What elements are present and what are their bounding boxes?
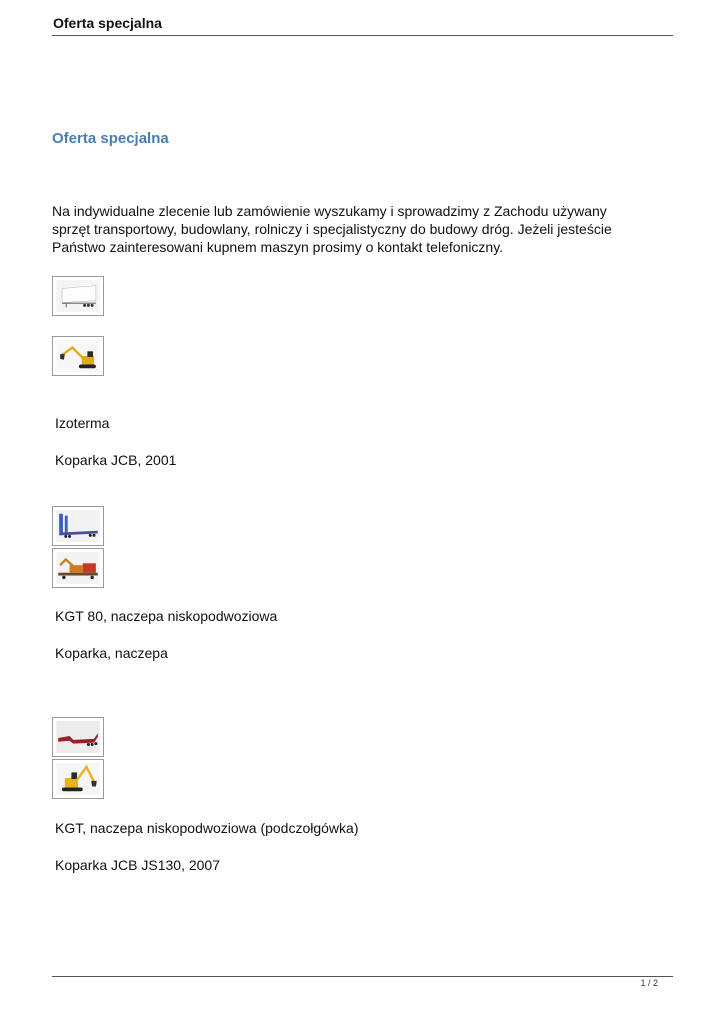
thumbnail-red-lowbed-trailer[interactable] <box>52 717 104 757</box>
intro-line: sprzęt transportowy, budowlany, rolniczy i specjalistyczny do budowy dróg. Jeżeli jesteście <box>52 221 612 237</box>
excavator-on-trailer-icon <box>56 552 100 584</box>
page-number: 1 / 2 <box>640 978 658 988</box>
thumbnail-lowbed-trailer[interactable] <box>52 506 104 546</box>
document-header-title: Oferta specjalna <box>53 15 162 31</box>
thumbnail-yellow-excavator[interactable] <box>52 759 104 799</box>
thumbnail-refrigerated-trailer[interactable] <box>52 276 104 316</box>
thumbnail-excavator-on-trailer[interactable] <box>52 548 104 588</box>
intro-paragraph <box>52 202 652 256</box>
intro-line: Na indywidualne zlecenie lub zamówienie wyszukamy i sprowadzimy z Zachodu używany <box>52 203 607 219</box>
excavator-icon <box>56 340 100 372</box>
lowbed-trailer-icon <box>56 510 100 542</box>
footer-divider <box>52 976 673 977</box>
yellow-excavator-icon <box>56 763 100 795</box>
caption: KGT, naczepa niskopodwoziowa (podczołgówka) <box>55 820 359 836</box>
refrigerated-trailer-icon <box>56 280 100 312</box>
caption: Koparka, naczepa <box>55 645 168 661</box>
thumbnail-excavator[interactable] <box>52 336 104 376</box>
caption: Koparka JCB, 2001 <box>55 452 177 468</box>
header-divider <box>52 35 673 36</box>
caption: KGT 80, naczepa niskopodwoziowa <box>55 608 278 624</box>
red-lowbed-trailer-icon <box>56 721 100 753</box>
caption: Izoterma <box>55 415 110 431</box>
intro-line: Państwo zainteresowani kupnem maszyn prosimy o kontakt telefoniczny. <box>52 239 504 255</box>
caption: Koparka JCB JS130, 2007 <box>55 857 220 873</box>
page-title: Oferta specjalna <box>52 130 169 147</box>
